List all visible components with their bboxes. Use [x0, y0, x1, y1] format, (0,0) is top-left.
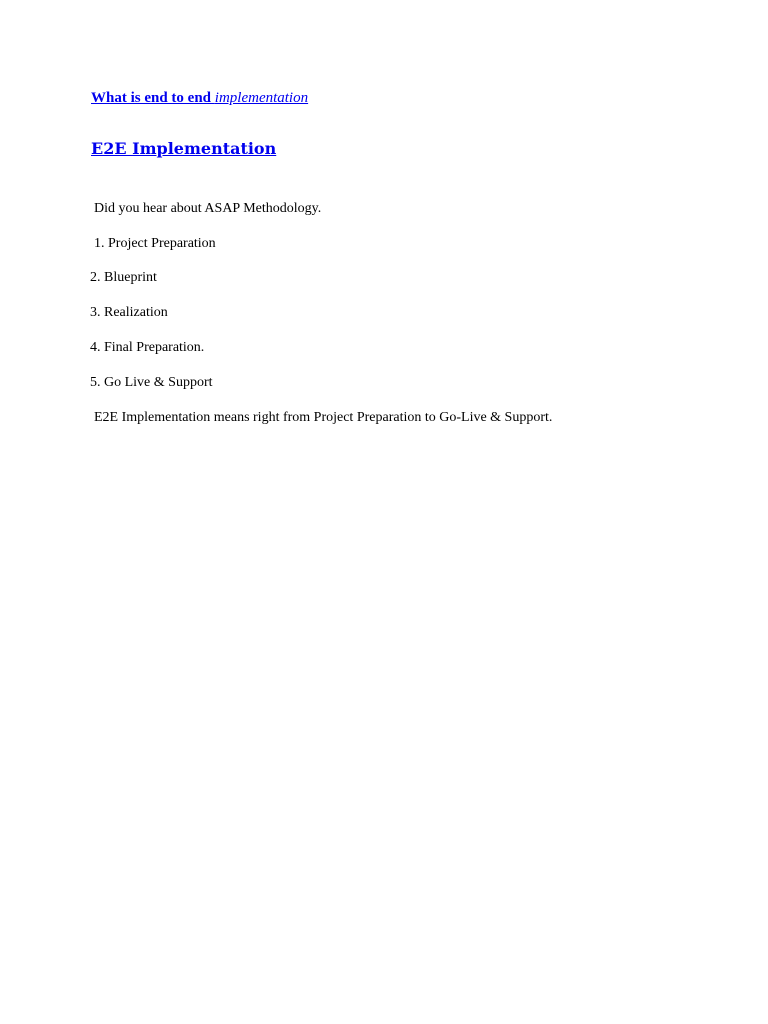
- summary-text: E2E Implementation means right from Project Preparation to Go-Live & Support.: [94, 410, 553, 425]
- step-item-1: 1. Project Preparation: [94, 236, 216, 251]
- step-item-2: 2. Blueprint: [90, 270, 157, 285]
- title-link-bold-text: What is end to end: [91, 90, 215, 106]
- intro-text: Did you hear about ASAP Methodology.: [94, 201, 322, 216]
- e2e-heading-link[interactable]: E2E Implementation: [91, 139, 277, 158]
- title-link[interactable]: [91, 90, 308, 107]
- step-item-4: 4. Final Preparation.: [90, 340, 205, 355]
- title-link-italic-text: implementation: [214, 90, 309, 106]
- step-item-5: 5. Go Live & Support: [90, 375, 213, 390]
- step-item-3: 3. Realization: [90, 305, 168, 320]
